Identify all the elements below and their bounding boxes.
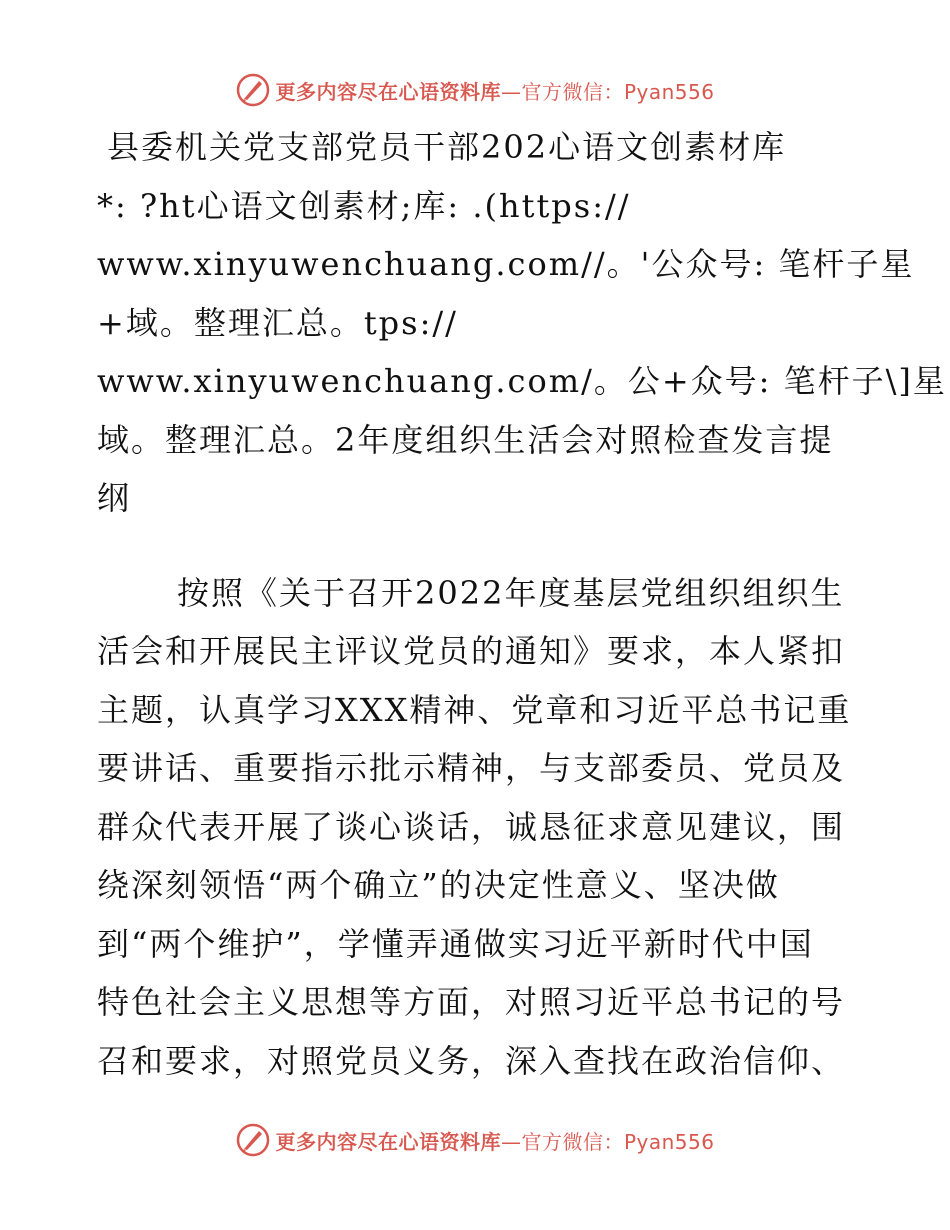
- document-content: [97, 118, 947, 1090]
- watermark-text: [275, 76, 714, 105]
- watermark-main-text: 更多内容尽在心语资料库: [275, 1129, 501, 1154]
- body-line: 群众代表开展了谈心谈话，诚恳征求意见建议，围: [97, 807, 846, 846]
- title-line: 域。整理汇总。2年度组织生活会对照检查发言提: [97, 420, 834, 459]
- body-line: 按照《关于召开2022年度基层党组织组织生: [177, 573, 845, 612]
- header-watermark: [0, 68, 950, 112]
- title-line: 纲: [97, 479, 132, 517]
- watermark-contact-text: 官方微信：Pyan556: [521, 1129, 715, 1154]
- title-line: *: ?ht心语文创素材;库: .(https://: [97, 186, 631, 225]
- body-line: 特色社会主义思想等方面，对照习近平总书记的号: [97, 983, 846, 1021]
- quill-pen-logo-icon: [235, 1122, 271, 1158]
- body-line: 活会和开展民主评议党员的通知》要求，本人紧扣: [97, 632, 846, 670]
- body-line: 召和要求，对照党员义务，深入查找在政治信仰、: [97, 1041, 846, 1080]
- title-line: www.xinyuwenchuang.com//。'公众号: 笔杆子星: [97, 245, 915, 283]
- title-line: +域。整理汇总。tps://: [97, 303, 458, 342]
- title-line: 县委机关党支部党员干部202心语文创素材库: [107, 128, 787, 166]
- body-line: 要讲话、重要指示批示精神，与支部委员、党员及: [97, 749, 846, 787]
- watermark-contact-text: 官方微信：Pyan556: [521, 79, 715, 104]
- paragraph-gap: [97, 528, 857, 564]
- quill-pen-logo-icon: [235, 72, 271, 108]
- body-line: 主题，认真学习XXX精神、党章和习近平总书记重: [97, 690, 852, 729]
- footer-watermark: [0, 1118, 950, 1162]
- watermark-separator: —: [500, 1129, 522, 1154]
- watermark-main-text: 更多内容尽在心语资料库: [275, 79, 501, 104]
- body-line: 绕深刻领悟“两个确立”的决定性意义、坚决做: [97, 866, 780, 904]
- watermark-text: [275, 1126, 714, 1155]
- watermark-separator: —: [500, 79, 522, 104]
- body-line: 到“两个维护”，学懂弄通做实习近平新时代中国: [97, 924, 814, 963]
- title-line: www.xinyuwenchuang.com/。公+众号: 笔杆子\]星: [97, 362, 947, 400]
